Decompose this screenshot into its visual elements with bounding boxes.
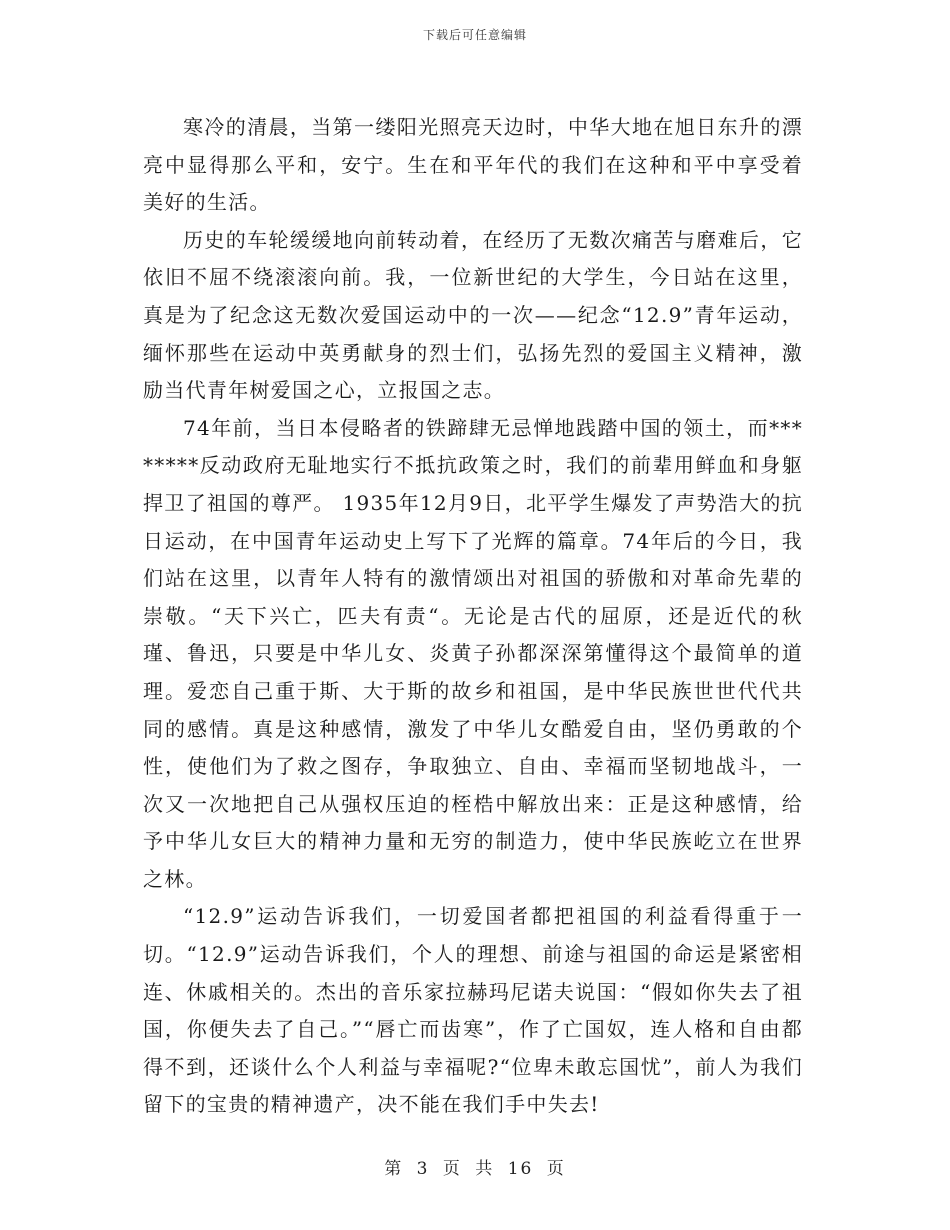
paragraph-4: “12.9”运动告诉我们，一切爱国者都把祖国的利益看得重于一切。“12.9”运动告诉我们，个人的理想、前途与祖国的命运是紧密相连、休戚相关的。杰出的音乐家拉赫玛尼诺夫说国：“假如你失去了祖国，你便失去了自己。”“唇亡而齿寒”，作了亡国奴，连人格和自由都得不到，还谈什么个人利益与幸福呢?“位卑未敢忘国忧”，前人为我们留下的宝贵的精神遗产，决不能在我们手中失去! [143,904,803,1117]
page-footer: 第 3 页 共 16 页 [384,1159,566,1179]
document-body [143,109,803,1124]
paragraph-3: 74年前，当日本侵略者的铁蹄肆无忌惮地践踏中国的领土，而********反动政府无耻地实行不抵抗政策之时，我们的前辈用鲜血和身躯捍卫了祖国的尊严。 1935年12月9日，北平学生爆发了声势浩大的抗日运动，在中国青年运动史上写下了光辉的篇章。74年后的今日，我们站在这里，以青年人特有的激情颂出对祖国的骄傲和对革命先辈的崇敬。“天下兴亡，匹夫有责“。无论是古代的屈原，还是近代的秋瑾、鲁迅，只要是中华儿女、炎黄子孙都深深第懂得这个最简单的道理。爱恋自己重于斯、大于斯的故乡和祖国，是中华民族世世代代共同的感情。真是这种感情，激发了中华儿女酷爱自由，坚仍勇敢的个性，使他们为了救之图存，争取独立、自由、幸福而坚韧地战斗，一次又一次地把自己从强权压迫的桎梏中解放出来：正是这种感情，给予中华儿女巨大的精神力量和无穷的制造力，使中华民族屹立在世界之林。 [143,415,803,891]
paragraph-1: 寒冷的清晨，当第一缕阳光照亮天边时，中华大地在旭日东升的漂亮中显得那么平和，安宁。生在和平年代的我们在这种和平中享受着美好的生活。 [143,115,803,215]
page-header: 下载后可任意编辑 [422,28,527,42]
paragraph-2: 历史的车轮缓缓地向前转动着，在经历了无数次痛苦与磨难后，它依旧不屈不绕滚滚向前。我，一位新世纪的大学生，今日站在这里，真是为了纪念这无数次爱国运动中的一次——纪念“12.9”青年运动，缅怀那些在运动中英勇献身的烈士们，弘扬先烈的爱国主义精神，激励当代青年树爱国之心，立报国之志。 [143,227,803,403]
